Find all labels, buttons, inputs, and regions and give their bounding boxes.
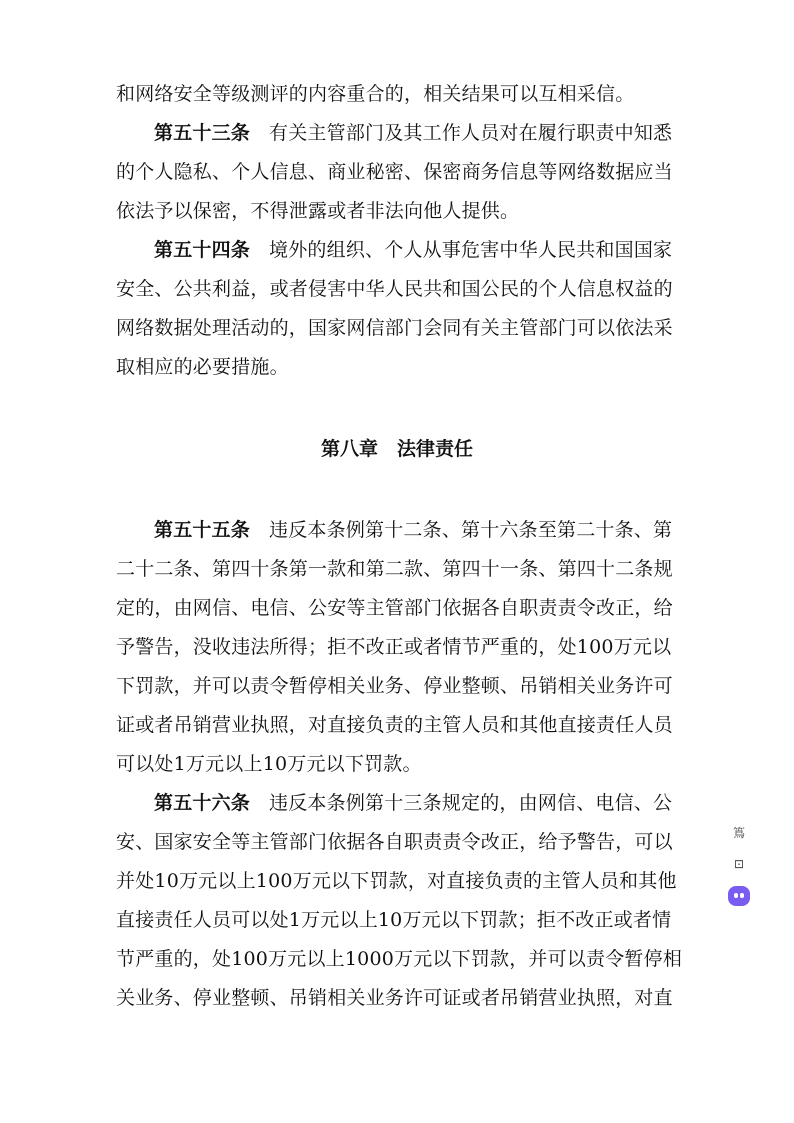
floating-toolbar xyxy=(723,818,759,914)
paragraph-line: 可以处1万元以上10万元以下罚款。 xyxy=(116,753,422,775)
paragraph-line: 网络数据处理活动的，国家网信部门会同有关主管部门可以依法采 xyxy=(116,317,673,339)
paragraph-line: 证或者吊销营业执照，对直接负责的主管人员和其他直接责任人员 xyxy=(116,714,673,736)
article-first-line xyxy=(116,231,680,270)
paragraph-line: 节严重的，处100万元以上1000万元以下罚款，并可以责令暂停相 xyxy=(116,948,683,970)
article-56 xyxy=(116,784,683,1018)
paragraph-line: 安、国家安全等主管部门依据各自职责责令改正，给予警告，可以 xyxy=(116,831,673,853)
article-text: 有关主管部门及其工作人员对在履行职责中知悉 xyxy=(269,122,673,144)
paragraph-line: 二十二条、第四十条第一款和第二款、第四十一条、第四十二条规 xyxy=(116,558,673,580)
article-heading: 第五十四条 xyxy=(154,239,251,261)
article-53 xyxy=(116,114,680,231)
paragraph-line: 取相应的必要措施。 xyxy=(116,356,289,378)
article-text: 违反本条例第十三条规定的，由网信、电信、公 xyxy=(269,792,673,814)
paragraph-line: 的个人隐私、个人信息、商业秘密、保密商务信息等网络数据应当 xyxy=(116,161,673,183)
paragraph-line: 依法予以保密，不得泄露或者非法向他人提供。 xyxy=(116,200,520,222)
translate-icon[interactable]: 䉆 xyxy=(732,825,745,840)
paragraph-line: 关业务、停业整顿、吊销相关业务许可证或者吊销营业执照，对直 xyxy=(116,987,673,1009)
article-heading: 第五十五条 xyxy=(154,519,251,541)
article-55 xyxy=(116,511,680,784)
ocr-icon[interactable]: ⊡ xyxy=(733,857,745,871)
paragraph-line: 直接责任人员可以处1万元以上10万元以下罚款；拒不改正或者情 xyxy=(116,909,672,931)
article-text: 境外的组织、个人从事危害中华人民共和国国家 xyxy=(269,239,673,261)
article-54 xyxy=(116,231,680,387)
article-first-line xyxy=(116,784,680,823)
article-text: 违反本条例第十二条、第十六条至第二十条、第 xyxy=(269,519,673,541)
paragraph-line: 下罚款，并可以责令暂停相关业务、停业整顿、吊销相关业务许可 xyxy=(116,675,673,697)
assistant-icon[interactable] xyxy=(723,882,755,910)
paragraph-line: 安全、公共利益，或者侵害中华人民共和国公民的个人信息权益的 xyxy=(116,278,673,300)
article-heading: 第五十六条 xyxy=(154,792,251,814)
paragraph-continued xyxy=(116,75,680,114)
chapter-heading: 第八章 法律责任 xyxy=(320,438,473,460)
paragraph-line: 并处10万元以上100万元以下罚款，对直接负责的主管人员和其他 xyxy=(116,870,677,892)
assistant-bot-shape xyxy=(728,886,750,906)
paragraph-line: 予警告，没收违法所得；拒不改正或者情节严重的，处100万元以 xyxy=(116,636,672,658)
article-first-line xyxy=(116,114,680,153)
article-heading: 第五十三条 xyxy=(154,122,251,144)
article-first-line xyxy=(116,511,680,550)
paragraph-line: 和网络安全等级测评的内容重合的，相关结果可以互相采信。 xyxy=(116,83,635,105)
paragraph-line: 定的，由网信、电信、公安等主管部门依据各自职责责令改正，给 xyxy=(116,597,673,619)
